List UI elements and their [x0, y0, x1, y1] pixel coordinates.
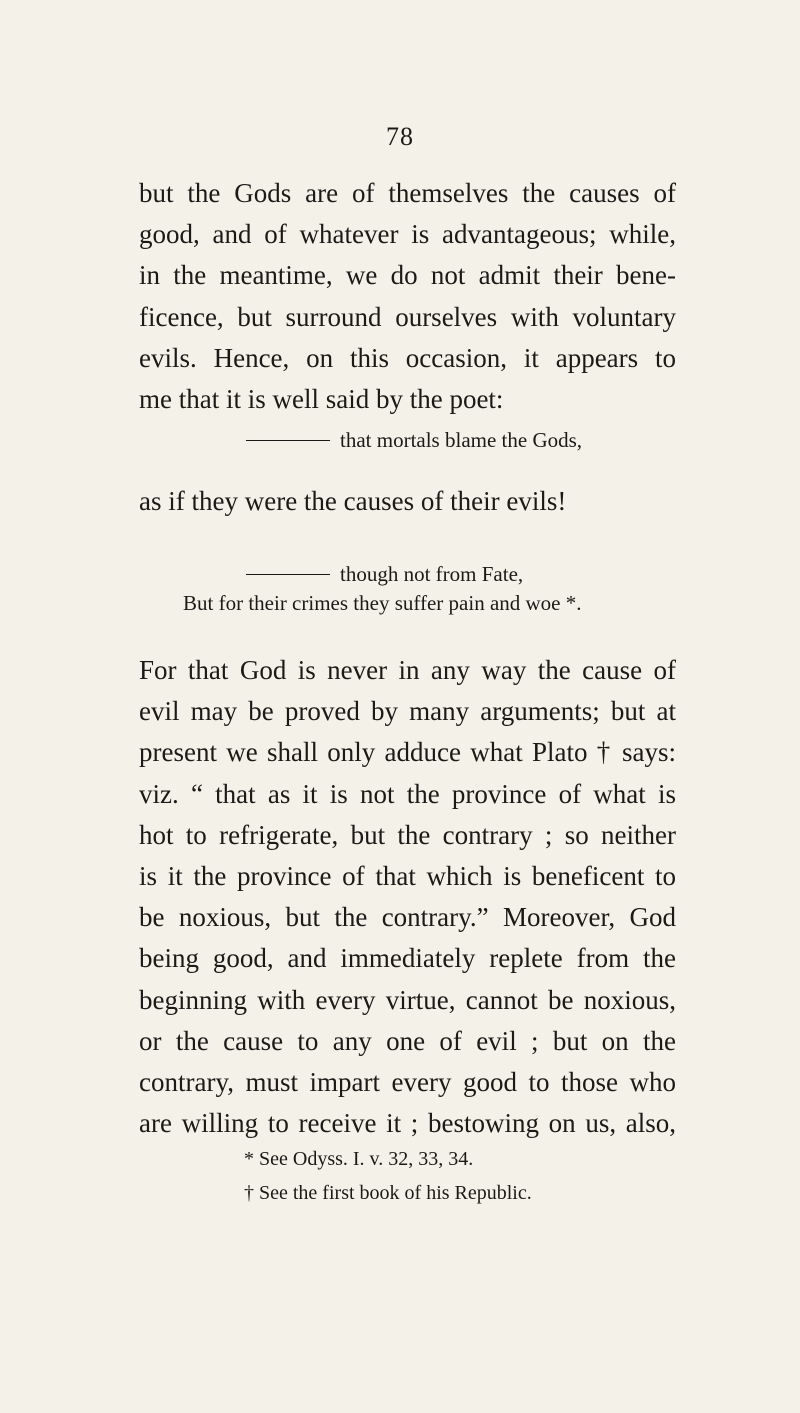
paragraph-2	[139, 650, 676, 1144]
footnote-1: * See Odyss. I. v. 32, 33, 34.	[244, 1148, 474, 1170]
verse-text: that mortals blame the Gods,	[340, 428, 583, 452]
text-line: in the meantime, we do not admit their bene-	[139, 260, 676, 291]
text-line: viz. “ that as it is not the province of what is	[139, 778, 676, 809]
text-line: as if they were the causes of their evils!	[139, 486, 567, 516]
em-rule	[246, 440, 330, 441]
text-line: or the cause to any one of evil ; but on the	[139, 1025, 676, 1056]
text-line: me that it is well said by the poet:	[139, 384, 504, 415]
text-line: present we shall only adduce what Plato † says:	[139, 737, 676, 768]
text-line: being good, and immediately replete from the	[139, 943, 676, 974]
text-line: good, and of whatever is advantageous; while,	[139, 219, 676, 250]
verse-quote-2-line-1	[246, 560, 523, 588]
paragraph-1	[139, 173, 676, 420]
text-line: evil may be proved by many arguments; but at	[139, 696, 676, 727]
verse-quote-1	[246, 426, 582, 454]
text-line: beginning with every virtue, cannot be noxious,	[139, 984, 676, 1015]
text-line: For that God is never in any way the cause of	[139, 655, 676, 685]
text-line: but the Gods are of themselves the causes of	[139, 178, 676, 208]
verse-text: But for their crimes they suffer pain and woe *.	[183, 591, 582, 615]
text-line: evils. Hence, on this occasion, it appears to	[139, 342, 676, 373]
verse-text: though not from Fate,	[340, 562, 524, 586]
text-line: be noxious, but the contrary.” Moreover, God	[139, 902, 676, 933]
verse-quote-2-line-2	[183, 589, 582, 617]
text-line: ficence, but surround ourselves with voluntary	[139, 301, 676, 332]
paragraph-bridge	[139, 481, 676, 522]
text-line: contrary, must impart every good to those who	[139, 1067, 676, 1098]
text-line: is it the province of that which is beneficent to	[139, 861, 676, 892]
em-rule	[246, 574, 330, 575]
page-number: 78	[386, 122, 414, 151]
text-line: hot to refrigerate, but the contrary ; so neither	[139, 819, 676, 850]
footnote-2: † See the first book of his Republic.	[244, 1182, 532, 1204]
text-line: are willing to receive it ; bestowing on us, also,	[139, 1108, 676, 1139]
